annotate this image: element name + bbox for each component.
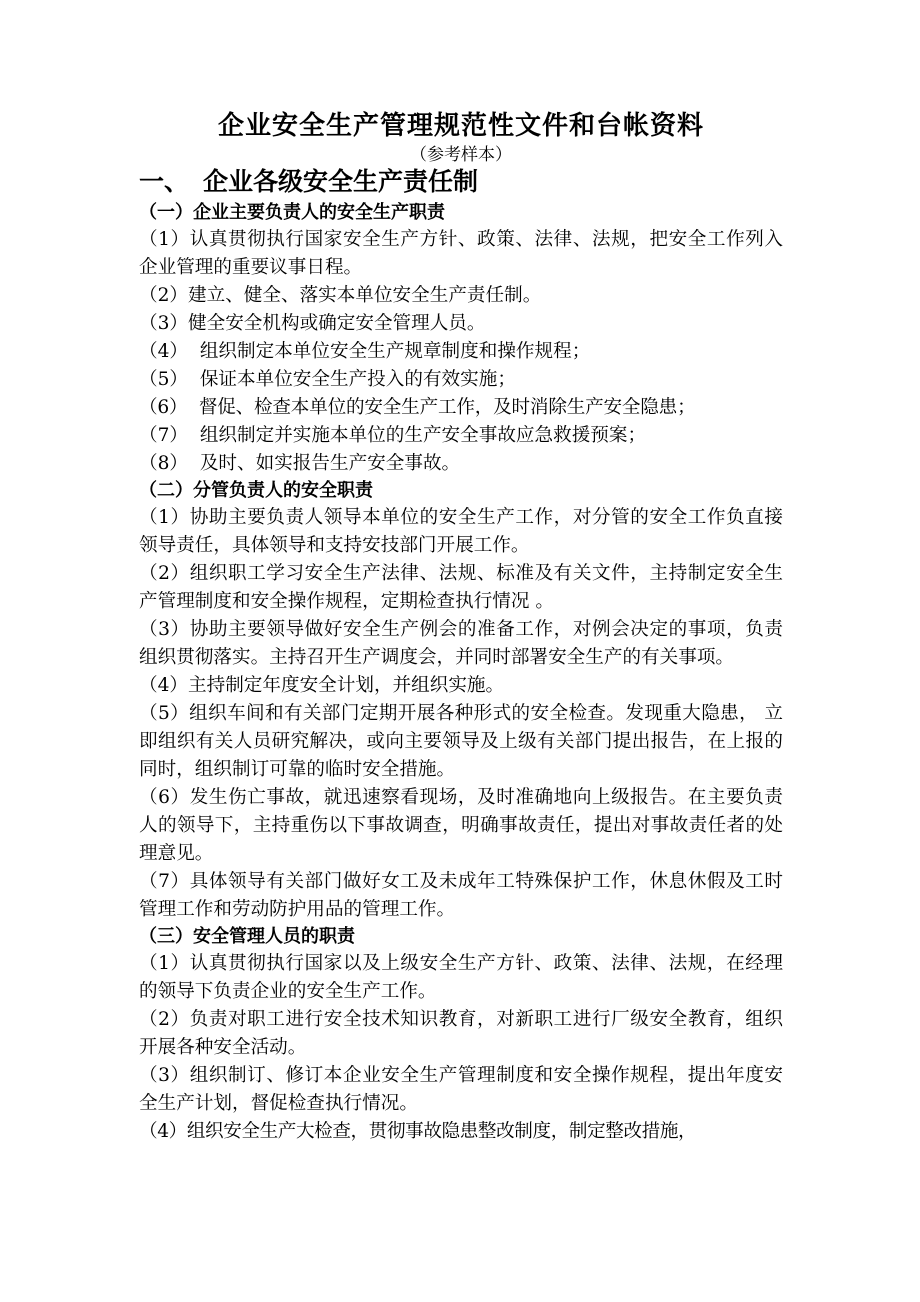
section-number: 一、 xyxy=(139,167,190,196)
paragraph: （7）具体领导有关部门做好女工及未成年工特殊保护工作，休息休假及工时管理工作和劳动防护用品的管理工作。 xyxy=(139,871,783,920)
subsection-heading-2: （二）分管负责人的安全职责 xyxy=(139,480,373,501)
document-title: 企业安全生产管理规范性文件和台帐资料 xyxy=(217,111,704,141)
section-heading xyxy=(139,166,783,198)
paragraph: （1）认真贯彻执行国家以及上级安全生产方针、政策、法律、法规，在经理的领导下负责企业的安全生产工作。 xyxy=(139,953,783,1002)
paragraph: （1）认真贯彻执行国家安全生产方针、政策、法律、法规，把安全工作列入企业管理的重要议事日程。 xyxy=(139,229,783,278)
subsection-heading-3: （三）安全管理人员的职责 xyxy=(139,926,355,947)
document-page xyxy=(139,108,783,1146)
paragraph: （5） 保证本单位安全生产投入的有效实施； xyxy=(139,369,516,390)
section-title: 企业各级安全生产责任制 xyxy=(203,167,479,196)
paragraph: （3）协助主要领导做好安全生产例会的准备工作，对例会决定的事项，负责组织贯彻落实。主持召开生产调度会，并同时部署安全生产的有关事项。 xyxy=(139,619,783,668)
paragraph: （5）组织车间和有关部门定期开展各种形式的安全检查。发现重大隐患， 立即组织有关人员研究解决，或向主要领导及上级有关部门提出报告，在上报的同时，组织制订可靠的临时安全措施。 xyxy=(139,703,783,780)
paragraph: （6） 督促、检查本单位的安全生产工作，及时消除生产安全隐患； xyxy=(139,397,696,418)
paragraph: （7） 组织制定并实施本单位的生产安全事故应急救援预案； xyxy=(139,425,647,446)
paragraph: （4）组织安全生产大检查，贯彻事故隐患整改制度，制定整改措施， xyxy=(139,1121,697,1142)
paragraph: （3）组织制订、修订本企业安全生产管理制度和安全操作规程，提出年度安全生产计划，督促检查执行情况。 xyxy=(139,1065,783,1114)
document-subtitle: （参考样本） xyxy=(410,145,512,165)
paragraph: （2）负责对职工进行安全技术知识教育，对新职工进行厂级安全教育，组织开展各种安全活动。 xyxy=(139,1009,783,1058)
paragraph: （4） 组织制定本单位安全生产规章制度和操作规程； xyxy=(139,341,591,362)
paragraph: （1）协助主要负责人领导本单位的安全生产工作，对分管的安全工作负直接领导责任，具体领导和支持安技部门开展工作。 xyxy=(139,507,783,556)
paragraph: （2）建立、健全、落实本单位安全生产责任制。 xyxy=(139,285,542,306)
subsection-heading-1: （一）企业主要负责人的安全生产职责 xyxy=(139,202,445,223)
paragraph: （6）发生伤亡事故，就迅速察看现场，及时准确地向上级报告。在主要负责人的领导下，主持重伤以下事故调查，明确事故责任，提出对事故责任者的处理意见。 xyxy=(139,787,783,864)
paragraph: （3）健全安全机构或确定安全管理人员。 xyxy=(139,313,486,334)
paragraph: （2）组织职工学习安全生产法律、法规、标准及有关文件，主持制定安全生产管理制度和安全操作规程，定期检查执行情况 。 xyxy=(139,563,783,612)
paragraph: （4）主持制定年度安全计划，并组织实施。 xyxy=(139,675,505,696)
paragraph: （8） 及时、如实报告生产安全事故。 xyxy=(139,453,461,474)
